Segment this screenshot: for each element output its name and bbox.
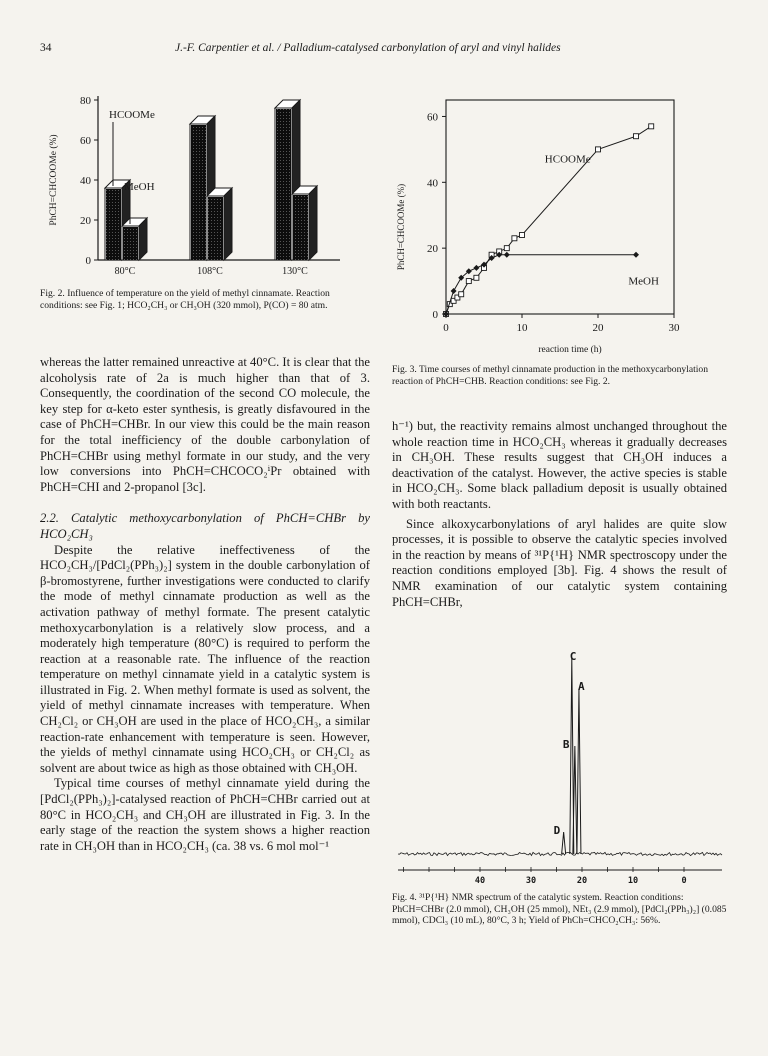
fig3-x-tick-label: 0: [443, 322, 449, 334]
right-column: [392, 419, 727, 610]
section-heading: 2.2. Catalytic methoxycarbonylation of PhCH=CHBr by HCO₂CH₃: [40, 511, 370, 541]
fig3-x-axis-label: reaction time (h): [538, 345, 602, 355]
fig2-annotation-hcoome: HCOOMe: [109, 109, 155, 121]
fig2-category-label: 130°C: [282, 266, 308, 277]
fig2-bar-side: [139, 218, 147, 260]
fig3-point-hcoome: [466, 279, 471, 284]
fig2-category-label: 80°C: [114, 266, 136, 277]
fig3-y-tick-label: 0: [432, 309, 438, 321]
fig4-x-tick-label: 0: [681, 876, 687, 886]
paragraph: Typical time courses of methyl cinnamate yield during the [PdCl₂(PPh₃)₂]-catalysed reaction of PhCH=CHBr carried out at 80°C in HCO₂CH₃ and CH₃OH are illustrated in Fig. 3. In the early stage of the reaction the system shows a higher reaction rate in CH₃OH than in HCO₂CH₃ (ca. 38 vs. 6 mol mol⁻¹: [40, 776, 370, 853]
fig2-bar-fill: [293, 195, 308, 260]
fig4-peak-label: D: [553, 824, 561, 837]
paragraph: Despite the relative ineffectiveness of the HCO₂CH₃/[PdCl₂(PPh₃)₂] system in the double carbonylation of β-bromostyrene, further investigations were conducted to clarify the mode of methyl cinnamate production as well as the activation pathway of methyl formate. The present catalytic methoxycarbonylation is a relatively slow process, and a moderately high temperature (80°C) is required to perform the reaction at a reasonable rate. The influence of the reaction temperature on methyl cinnamate yield in a catalytic system is illustrated in Fig. 2. When methyl formate is used as solvent, the yield of methyl cinnamate increases with temperature. When CH₂Cl₂ or CH₃OH are used in the place of HCO₂CH₃, a similar reaction-rate enhancement with temperature is seen. However, the yields of methyl cinnamate using HCO₂CH₃ or CH₂Cl₂ as solvent are about twice as high as those obtained with CH₃OH.: [40, 542, 370, 775]
fig3-point-meoh: [504, 252, 510, 258]
fig2-y-axis-label: PhCH=CHCOOMe (%): [49, 134, 59, 226]
fig3-series-label-meoh: MeOH: [628, 275, 659, 288]
fig2-bar-fill: [191, 125, 206, 260]
fig2-y-tick-label: 40: [80, 175, 91, 187]
fig4-x-tick-label: 10: [627, 876, 639, 886]
fig3-point-meoh: [473, 265, 479, 271]
running-title: J.-F. Carpentier et al. / Palladium-catalysed carbonylation of aryl and vinyl halides: [175, 42, 561, 54]
fig3-point-meoh: [633, 252, 639, 258]
fig3-x-tick-label: 30: [668, 322, 680, 334]
fig2-y-tick-label: 0: [85, 255, 91, 267]
fig2-y-tick-label: 60: [80, 135, 91, 147]
fig4-caption: Fig. 4. ³¹P{¹H} NMR spectrum of the catalytic system. Reaction conditions: PhCH=CHBr (2.0 mmol), CH₃OH (25 mmol), NEt₃ (2.9 mmol), [PdCl₂(PPh₃)₂] (0.085 mmol), CDCl₃ (10 mL), 80°C, 3 h; Yield of PhCh=CHCO₂CH₃: 56%.: [392, 892, 727, 927]
page-number: 34: [40, 42, 52, 54]
fig2-bar-fill: [208, 197, 223, 260]
paragraph: Since alkoxycarbonylations of aryl halides are quite slow processes, it is possible to observe the catalytic species involved in the reaction by means of ³¹P{¹H} NMR spectroscopy under the reaction conditions employed [3b]. Fig. 4 shows the result of NMR examination of our catalytic system containing PhCH=CHBr,: [392, 516, 727, 609]
fig3-series-label-hcoome: HCOOMe: [544, 153, 591, 166]
fig3-point-hcoome: [512, 236, 517, 241]
left-column: [40, 355, 370, 854]
fig3-point-hcoome: [459, 292, 464, 297]
fig3-line-chart: [392, 92, 692, 362]
fig3-caption: Fig. 3. Time courses of methyl cinnamate production in the methoxycarbonylation reaction of PhCH=CHB. Reaction conditions: see Fig. 2.: [392, 364, 709, 387]
fig3-point-meoh: [451, 288, 457, 294]
fig2-bar-fill: [106, 189, 121, 260]
fig4-x-tick-label: 20: [576, 876, 588, 886]
fig4-x-tick-label: 30: [525, 876, 537, 886]
fig3-x-tick-label: 10: [516, 322, 528, 334]
fig2-caption: Fig. 2. Influence of temperature on the yield of methyl cinnamate. Reaction conditions: see Fig. 1; HCO₂CH₃ or CH₃OH (320 mmol), P(CO) = 80 atm.: [40, 288, 330, 311]
fig3-y-tick-label: 20: [427, 243, 438, 256]
fig4-peak-label: A: [577, 680, 585, 693]
fig3-point-hcoome: [596, 147, 601, 152]
fig2-y-tick-label: 20: [80, 215, 91, 227]
fig2-y-tick-label: 80: [80, 95, 91, 107]
fig2-bar-fill: [123, 227, 138, 260]
fig2-bar-side: [309, 186, 317, 260]
fig2-annotation-meoh: MeOH: [124, 181, 155, 193]
fig4-baseline-noise: [398, 852, 722, 855]
paragraph: whereas the latter remained unreactive at 40°C. It is clear that the alcoholysis rate of 2a is much higher than that of 3. Consequently, the coordination of the second CO molecule, the key step for α-keto ester synthesis, is greatly disfavoured in the case of PhCH=CHBr. In our view this could be the main reason for the total inefficiency of the double carbonylation of PhCH=CHBr using methyl formate in our study, and the very low conversions into PhCH=CHCOCO₂ⁱPr obtained with PhCH=CHI and 2-propanol [3c].: [40, 355, 370, 494]
fig4-x-tick-label: 40: [474, 876, 486, 886]
fig3-x-tick-label: 20: [592, 322, 604, 334]
fig4-peak: [573, 746, 577, 854]
fig3-point-hcoome: [474, 275, 479, 280]
fig3-series-line-meoh: [446, 255, 636, 314]
fig4-nmr-spectrum: [392, 648, 727, 888]
fig3-point-hcoome: [634, 134, 639, 139]
fig2-bar-fill: [276, 109, 291, 260]
fig3-y-tick-label: 40: [427, 177, 438, 190]
fig2-bar-chart: [40, 88, 370, 288]
fig4-peak-label: B: [562, 738, 570, 751]
fig3-point-hcoome: [504, 246, 509, 251]
fig3-y-axis-label: PhCH=CHCOOMe (%): [396, 183, 406, 271]
fig4-peak: [562, 832, 566, 854]
fig3-y-tick-label: 60: [427, 111, 438, 124]
paragraph: h⁻¹) but, the reactivity remains almost unchanged throughout the whole reaction time in HCO₂CH₃ whereas it gradually decreases in CH₃OH. These results suggest that CH₃OH induces a deactivation of the catalyst. However, the active species is stable in HCO₂CH₃. Some black palladium deposit is usually obtained with both reactants.: [392, 419, 727, 511]
fig4-peak-label: C: [569, 650, 577, 663]
fig2-bar-side: [224, 188, 232, 260]
fig3-point-hcoome: [520, 232, 525, 237]
fig4-peak: [577, 689, 581, 854]
fig3-point-hcoome: [649, 124, 654, 129]
fig2-category-label: 108°C: [197, 266, 223, 277]
